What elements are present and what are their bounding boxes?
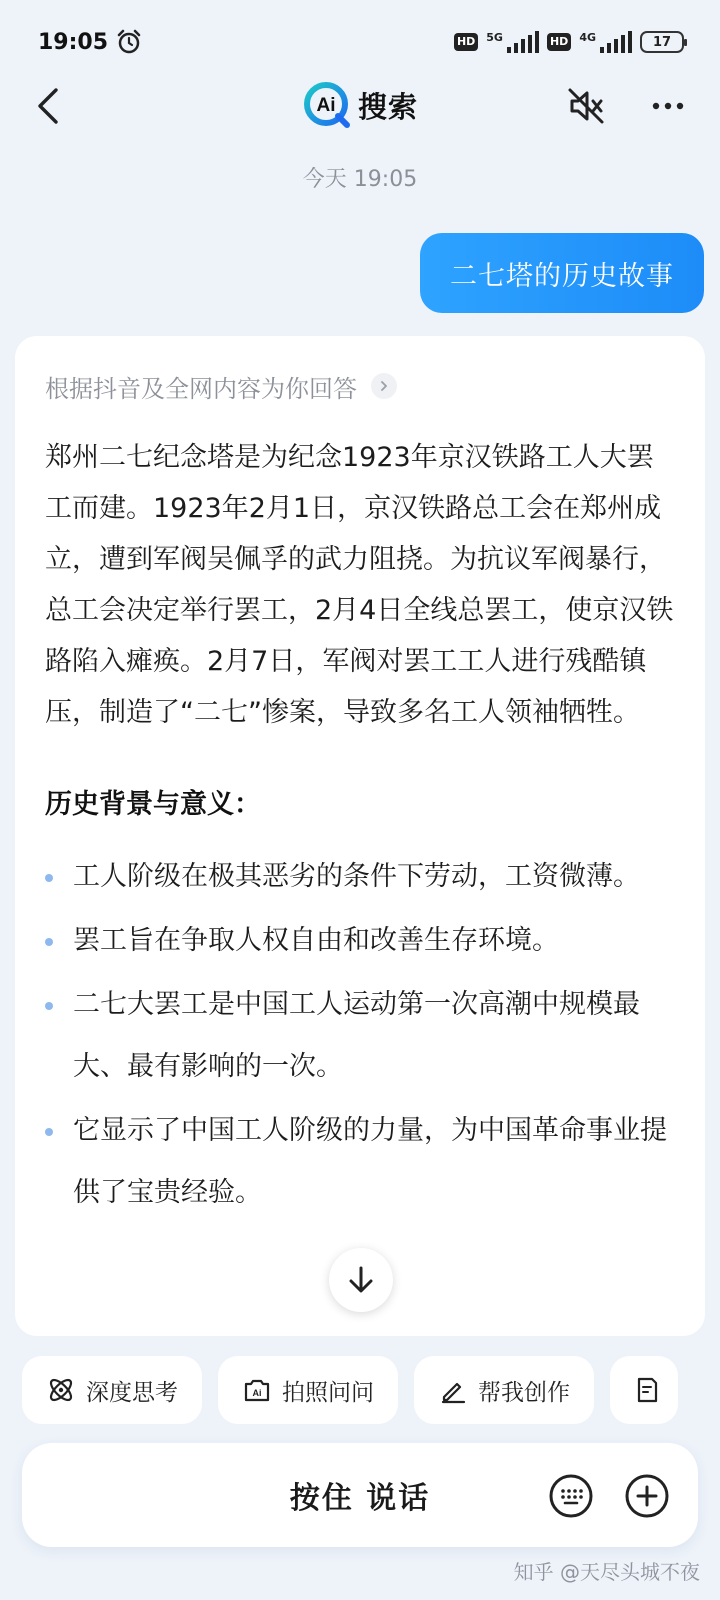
watermark: 知乎 @天尽头城不夜 [513,1560,700,1584]
pen-icon [438,1375,468,1405]
answer-paragraph: 郑州二七纪念塔是为纪念1923年京汉铁路工人大罢工而建。1923年2月1日，京汉铁路总工会在郑州成立，遭到军阀吴佩孚的武力阻挠。为抗议军阀暴行，总工会决定举行罢工，2月4日全线总罢工，使京汉铁路陷入瘫痪。2月7日，军阀对罢工工人进行残酷镇压，制造了“二七”惨案，导致多名工人领袖牺牲。 [45,442,674,728]
chip-label: 深度思考 [86,1379,178,1406]
more-icon[interactable] [648,86,688,126]
chip-deep-thinking[interactable] [22,1356,202,1424]
bullet-list [45,846,675,1224]
network-label: 4G [579,31,596,44]
chip-label: 帮我创作 [478,1379,570,1406]
chevron-right-icon [371,373,397,399]
list-item-text: 它显示了中国工人阶级的力量，为中国革命事业提供了宝贵经验。 [73,1115,667,1208]
signal-icon [505,31,539,53]
chip-label: 拍照问问 [282,1379,374,1406]
list-item-text: 二七大罢工是中国工人运动第一次高潮中规模最大、最有影响的一次。 [73,989,640,1082]
bullet-dot [45,938,53,946]
bullet-dot [45,1128,53,1136]
camera-ai-icon [242,1375,272,1405]
list-item [45,910,675,972]
alarm-icon [116,29,142,55]
battery-level: 17 [652,34,672,50]
app-logo [302,80,418,130]
back-icon[interactable] [30,86,70,126]
plus-icon[interactable] [624,1473,670,1519]
voice-input-bar[interactable] [22,1443,698,1547]
source-link[interactable] [45,366,675,406]
network-5g [486,31,539,53]
section-title: 历史背景与意义： [45,789,261,820]
hd-badge: HD [547,33,571,51]
network-4g [579,31,632,53]
list-item [45,974,675,1098]
chat-timestamp: 今天 19:05 [302,167,418,192]
atom-icon [46,1375,76,1405]
document-ai-icon [632,1375,662,1405]
svg-text:Ai: Ai [252,1388,262,1398]
list-item [45,1100,675,1224]
bullet-dot [45,874,53,882]
keyboard-icon[interactable] [548,1473,594,1519]
hold-to-talk-label: 按住 说话 [289,1481,431,1516]
logo-text: 搜索 [357,89,418,124]
mute-icon[interactable] [566,86,606,126]
bullet-dot [45,1002,53,1010]
answer-card [15,336,705,1336]
battery-indicator [640,31,684,53]
source-text: 根据抖音及全网内容为你回答 [45,374,357,403]
ai-logo-icon [302,80,352,130]
header-bar [0,70,720,140]
chip-more[interactable] [610,1356,678,1424]
list-item [45,846,675,908]
hd-badge: HD [454,33,478,51]
status-right [454,31,684,53]
user-message-bubble[interactable]: 二七塔的历史故事 [420,233,704,313]
status-time: 19:05 [38,29,109,55]
list-item-text: 工人阶级在极其恶劣的条件下劳动，工资微薄。 [73,861,640,892]
signal-icon [598,31,632,53]
status-left [38,29,142,55]
svg-text:Ai: Ai [316,95,336,116]
scroll-down-button[interactable] [329,1248,393,1312]
quick-action-chips [22,1356,678,1424]
chip-photo-ask[interactable] [218,1356,398,1424]
list-item-text: 罢工旨在争取人权自由和改善生存环境。 [73,925,559,956]
network-label: 5G [486,31,503,44]
chip-help-create[interactable] [414,1356,594,1424]
arrow-down-icon [345,1264,377,1296]
